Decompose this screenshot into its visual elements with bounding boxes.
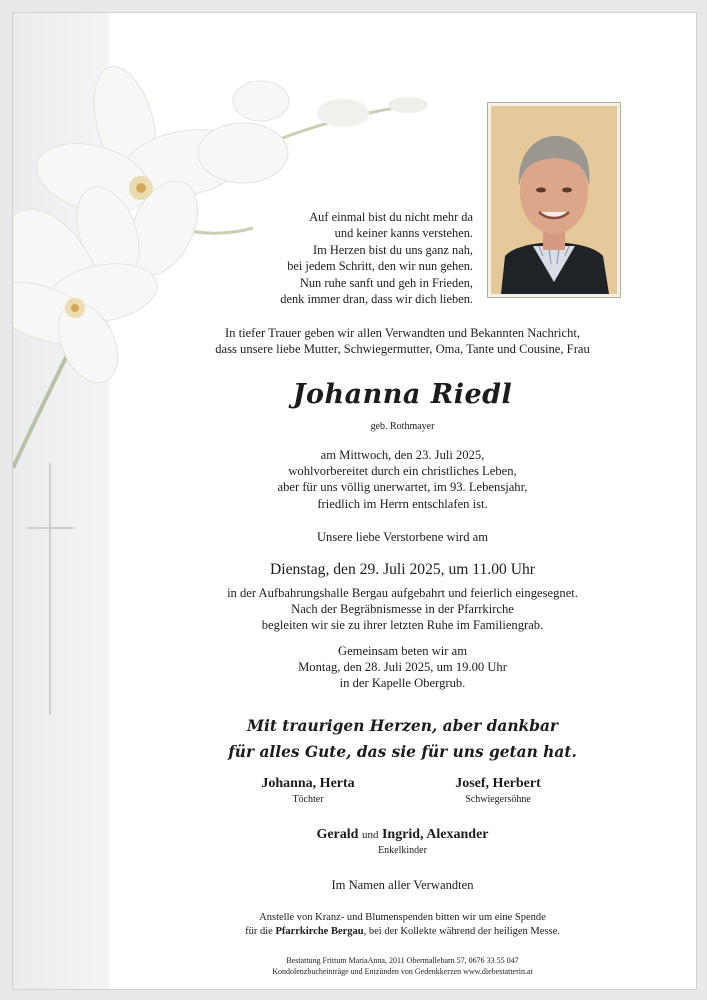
footer-line: Kondolenzbucheinträge und Entzünden von Gedenkkerzen www.diebestatterin.at xyxy=(272,966,533,976)
intro-text xyxy=(109,325,696,357)
prayer-line: Gemeinsam beten wir am xyxy=(337,644,468,658)
poem-line: und keiner kanns verstehen. xyxy=(334,226,473,241)
intro-line: In tiefer Trauer geben wir allen Verwandten und Bekannten Nachricht, xyxy=(224,326,581,340)
prayer-line: Montag, den 28. Juli 2025, um 19.00 Uhr xyxy=(298,660,507,675)
donation-text: , bei der Kollekte während der heiligen Messe. xyxy=(363,926,560,937)
closing-line: für alles Gute, das sie für uns getan hat. xyxy=(228,743,577,761)
poem-line: Nun ruhe sanft und geh in Frieden, xyxy=(299,275,473,290)
footer xyxy=(109,956,696,977)
funeral-line: in der Aufbahrungshalle Bergau aufgebahrt und feierlich eingesegnet. xyxy=(227,586,578,600)
poem-line: Im Herzen bist du uns ganz nah, xyxy=(312,242,473,257)
donation-text: für die xyxy=(245,926,273,937)
intro-line: dass unsere liebe Mutter, Schwiegermutter, Oma, Tante und Cousine, Frau xyxy=(215,342,590,357)
poem xyxy=(253,209,473,307)
death-line: friedlich im Herrn entschlafen ist. xyxy=(317,496,488,511)
cross-icon-bar xyxy=(27,527,75,529)
mourner-sons-in-law xyxy=(408,776,588,805)
donation-recipient: Pfarrkirche Bergau xyxy=(275,926,364,937)
grandchild-names: Ingrid, Alexander xyxy=(381,827,489,842)
prayer-notice xyxy=(109,643,696,692)
closing-words xyxy=(109,713,696,765)
mourner-role: Enkelkinder xyxy=(378,845,427,856)
donation-note xyxy=(109,911,696,939)
deceased-name: Johanna Riedl xyxy=(292,379,513,410)
funeral-date: Dienstag, den 29. Juli 2025, um 11.00 Uhr xyxy=(270,561,535,578)
mourner-role: Schwiegersöhne xyxy=(465,794,531,805)
death-line: am Mittwoch, den 23. Juli 2025, xyxy=(320,448,485,462)
mourner-grandchildren xyxy=(109,827,696,856)
donation-line: Anstelle von Kranz- und Blumenspenden bitten wir um eine Spende xyxy=(259,912,546,923)
funeral-line: begleiten wir sie zu ihrer letzten Ruhe im Familiengrab. xyxy=(261,618,544,633)
closing-line: Mit traurigen Herzen, aber dankbar xyxy=(246,717,559,735)
death-notice xyxy=(109,447,696,512)
grandchild-name: Gerald xyxy=(316,827,359,842)
death-line: aber für uns völlig unerwartet, im 93. Lebensjahr, xyxy=(277,480,528,495)
funeral-line: Nach der Begräbnismesse in der Pfarrkirche xyxy=(291,602,514,617)
obituary-page xyxy=(12,12,697,990)
grandchild-conjunction: und xyxy=(361,829,379,841)
prayer-line: in der Kapelle Obergrub. xyxy=(339,676,466,691)
birth-name: geb. Rothmayer xyxy=(370,421,435,432)
footer-line: Bestattung Frittum MariaAnna, 2011 Obermallebarn 57, 0676 33 55 047 xyxy=(286,956,519,965)
mourner-daughters xyxy=(228,776,388,805)
mourner-names: Johanna, Herta xyxy=(261,776,355,791)
funeral-details xyxy=(109,585,696,634)
poem-line: Auf einmal bist du nicht mehr da xyxy=(309,210,473,224)
funeral-intro: Unsere liebe Verstorbene wird am xyxy=(316,530,489,544)
cross-icon xyxy=(49,463,51,715)
mourner-names: Josef, Herbert xyxy=(455,776,541,791)
death-line: wohlvorbereitet durch ein christliches Leben, xyxy=(288,464,517,479)
family-note: Im Namen aller Verwandten xyxy=(331,878,474,892)
poem-line: bei jedem Schritt, den wir nun gehen. xyxy=(287,259,473,274)
portrait-photo xyxy=(487,102,621,298)
mourner-role: Töchter xyxy=(292,794,324,805)
poem-line: denk immer dran, dass wir dich lieben. xyxy=(280,292,473,307)
